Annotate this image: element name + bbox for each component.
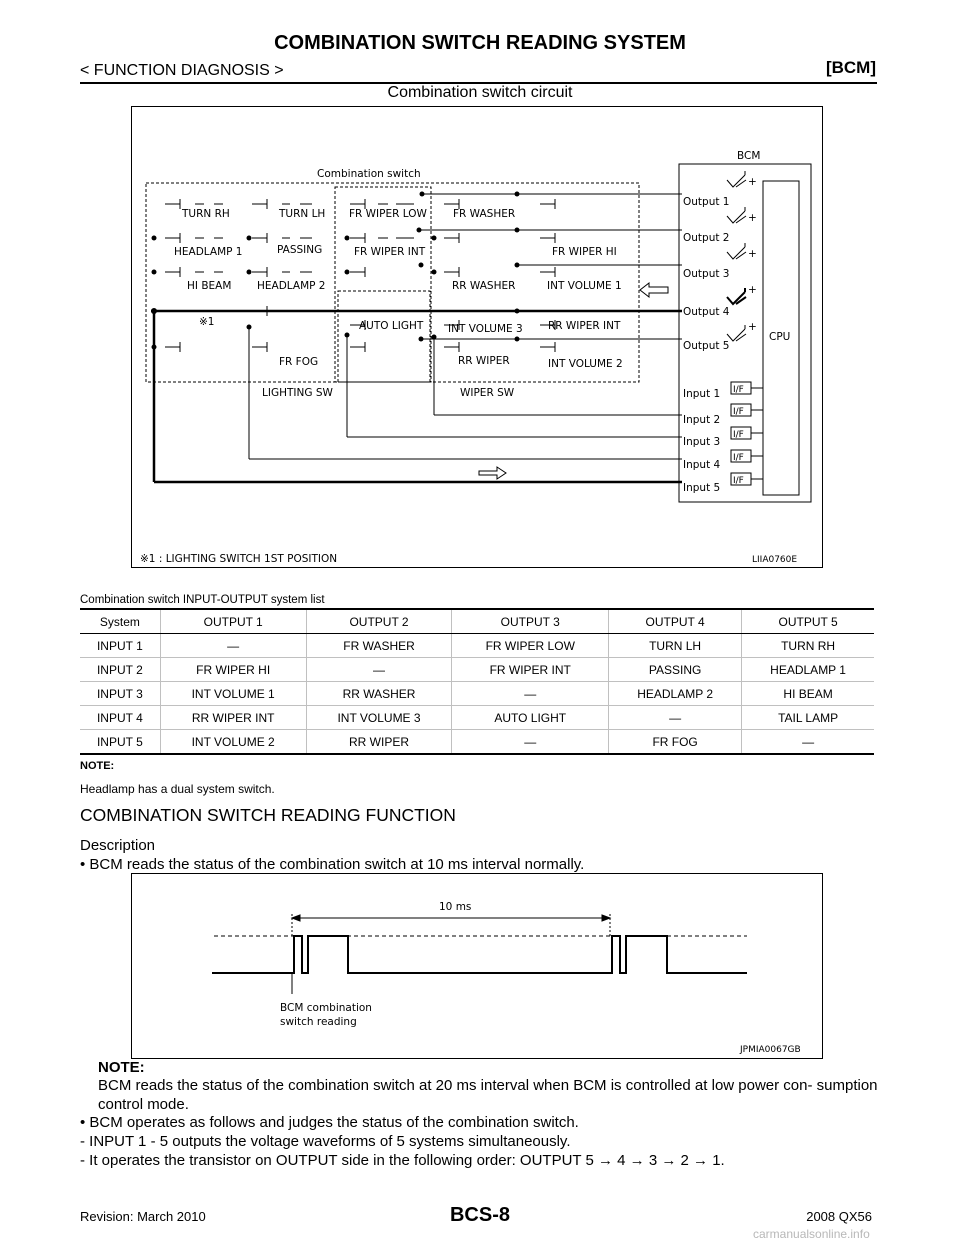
label-combination-switch: Combination switch: [317, 168, 421, 180]
label-plus-2: +: [748, 212, 757, 224]
table-caption: Combination switch INPUT-OUTPUT system list: [80, 594, 325, 606]
table-cell: RR WIPER: [306, 730, 452, 755]
table-cell: HEADLAMP 2: [609, 682, 742, 706]
label-input-5: Input 5: [683, 482, 721, 494]
label-output-5: Output 5: [683, 340, 730, 352]
section-path: < FUNCTION DIAGNOSIS >: [80, 62, 284, 79]
note-text-2: BCM reads the status of the combination switch at 20 ms interval when BCM is controlled at low power con- sumption control mode.: [98, 1077, 878, 1113]
table-cell: FR WIPER HI: [160, 658, 306, 682]
table-cell: FR WIPER LOW: [452, 634, 609, 658]
table-cell: INT VOLUME 2: [160, 730, 306, 755]
label-rr-wiper-int: RR WIPER INT: [548, 320, 621, 332]
label-fr-wiper-low: FR WIPER LOW: [349, 208, 427, 220]
label-passing: PASSING: [277, 244, 323, 256]
table-cell: —: [160, 634, 306, 658]
label-fr-washer: FR WASHER: [453, 208, 516, 220]
note-label: NOTE:: [80, 760, 115, 772]
label-headlamp-2: HEADLAMP 2: [257, 280, 326, 292]
label-input-3: Input 3: [683, 436, 721, 448]
table-cell: INPUT 3: [80, 682, 160, 706]
figure-caption: Combination switch circuit: [387, 84, 573, 101]
section-heading: COMBINATION SWITCH READING FUNCTION: [80, 805, 456, 825]
label-plus-4: +: [748, 284, 757, 296]
table-header-cell: OUTPUT 1: [160, 609, 306, 634]
label-int-volume-3: INT VOLUME 3: [448, 323, 523, 335]
label-output-3: Output 3: [683, 268, 730, 280]
label-lighting-sw: LIGHTING SW: [262, 387, 333, 399]
label-bcm: BCM: [737, 150, 761, 162]
table-header-cell: OUTPUT 5: [742, 609, 874, 634]
label-wiper-sw: WIPER SW: [460, 387, 515, 399]
table-cell: FR WIPER INT: [452, 658, 609, 682]
table-cell: —: [452, 730, 609, 755]
label-cpu: CPU: [769, 331, 791, 343]
table-header-cell: System: [80, 609, 160, 634]
table-row: [80, 730, 874, 755]
table-cell: —: [742, 730, 874, 755]
table-header-cell: OUTPUT 3: [452, 609, 609, 634]
figure-id-2: JPMIA0067GB: [740, 1045, 801, 1055]
note-text: Headlamp has a dual system switch.: [80, 782, 275, 796]
table-cell: —: [306, 658, 452, 682]
label-if-2: I/F: [733, 407, 744, 417]
table-cell: TURN LH: [609, 634, 742, 658]
table-body: [80, 634, 874, 755]
circuit-diagram-svg: [132, 107, 824, 569]
label-10ms: 10 ms: [439, 901, 472, 913]
table-header-cell: OUTPUT 2: [306, 609, 452, 634]
watermark: carmanualsonline.info: [753, 1227, 870, 1241]
dash-line-1: - INPUT 1 - 5 outputs the voltage waveforms of 5 systems simultaneously.: [80, 1133, 571, 1150]
wiper-switch-box: [338, 291, 430, 382]
label-if-3: I/F: [733, 430, 744, 440]
label-bcm-reading-1: BCM combination: [280, 1002, 372, 1014]
label-input-4: Input 4: [683, 459, 721, 471]
label-mark-1: ※1: [199, 316, 215, 328]
footer-model: 2008 QX56: [806, 1209, 872, 1224]
table-cell: INPUT 2: [80, 658, 160, 682]
label-output-2: Output 2: [683, 232, 730, 244]
label-if-4: I/F: [733, 453, 744, 463]
label-auto-light: AUTO LIGHT: [359, 320, 424, 332]
table-cell: INPUT 5: [80, 730, 160, 755]
dash-line-2: - It operates the transistor on OUTPUT side in the following order: OUTPUT 5 → 4 → 3 → 2 → 1.: [80, 1152, 725, 1169]
table-cell: HI BEAM: [742, 682, 874, 706]
label-output-1: Output 1: [683, 196, 730, 208]
table-cell: —: [609, 706, 742, 730]
table-cell: RR WIPER INT: [160, 706, 306, 730]
label-fr-wiper-hi: FR WIPER HI: [552, 246, 617, 258]
note-label-2: NOTE:: [98, 1059, 145, 1076]
table-cell: FR FOG: [609, 730, 742, 755]
bullet-text-2: • BCM operates as follows and judges the status of the combination switch.: [80, 1114, 579, 1131]
label-bcm-reading-2: switch reading: [280, 1016, 357, 1028]
table-row: [80, 658, 874, 682]
label-input-2: Input 2: [683, 414, 721, 426]
label-hi-beam: HI BEAM: [187, 280, 232, 292]
io-table: [80, 608, 874, 755]
timing-diagram: [131, 873, 823, 1059]
section-tag: [BCM]: [825, 58, 876, 77]
label-int-volume-2: INT VOLUME 2: [548, 358, 623, 370]
label-input-1: Input 1: [683, 388, 721, 400]
table-header-row: [80, 609, 874, 634]
table-row: [80, 682, 874, 706]
label-int-volume-1: INT VOLUME 1: [547, 280, 622, 292]
label-plus-3: +: [748, 248, 757, 260]
label-output-4: Output 4: [683, 306, 730, 318]
bullet-text: • BCM reads the status of the combination switch at 10 ms interval normally.: [80, 856, 585, 873]
description-heading: Description: [80, 837, 156, 854]
table-cell: INT VOLUME 3: [306, 706, 452, 730]
table-cell: TURN RH: [742, 634, 874, 658]
table-row: [80, 634, 874, 658]
label-turn-lh: TURN LH: [279, 208, 326, 220]
label-plus-1: +: [748, 176, 757, 188]
table-cell: TAIL LAMP: [742, 706, 874, 730]
label-if-1: I/F: [733, 385, 744, 395]
table-cell: —: [452, 682, 609, 706]
label-rr-washer: RR WASHER: [452, 280, 516, 292]
label-if-5: I/F: [733, 476, 744, 486]
table-row: [80, 706, 874, 730]
label-rr-wiper: RR WIPER: [458, 355, 510, 367]
label-fr-wiper-int: FR WIPER INT: [354, 246, 426, 258]
page-title: COMBINATION SWITCH READING SYSTEM: [274, 32, 686, 54]
label-footnote: ※1 : LIGHTING SWITCH 1ST POSITION: [140, 553, 338, 565]
table-cell: INPUT 1: [80, 634, 160, 658]
bcm-box: [679, 164, 811, 502]
timing-diagram-svg: [132, 874, 824, 1060]
label-plus-5: +: [748, 321, 757, 333]
label-fr-fog: FR FOG: [279, 356, 319, 368]
table-cell: INPUT 4: [80, 706, 160, 730]
table-header-cell: OUTPUT 4: [609, 609, 742, 634]
table-cell: RR WASHER: [306, 682, 452, 706]
table-cell: AUTO LIGHT: [452, 706, 609, 730]
label-turn-rh: TURN RH: [182, 208, 230, 220]
footer-page-number: BCS-8: [449, 1204, 510, 1226]
footer-revision: Revision: March 2010: [80, 1209, 206, 1224]
table-cell: HEADLAMP 1: [742, 658, 874, 682]
table-cell: FR WASHER: [306, 634, 452, 658]
label-headlamp-1: HEADLAMP 1: [174, 246, 243, 258]
figure-id-1: LIIA0760E: [752, 555, 798, 565]
table-cell: PASSING: [609, 658, 742, 682]
table-cell: INT VOLUME 1: [160, 682, 306, 706]
circuit-diagram: [131, 106, 823, 568]
